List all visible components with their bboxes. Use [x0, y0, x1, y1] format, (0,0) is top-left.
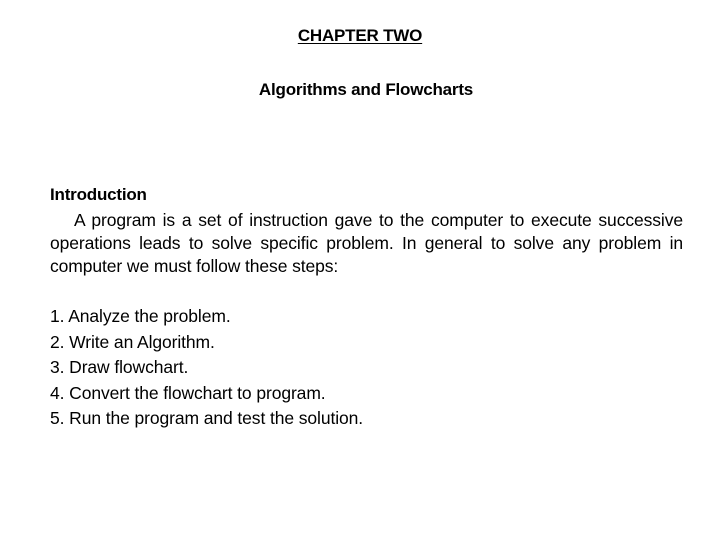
chapter-subtitle: Algorithms and Flowcharts [258, 80, 474, 99]
slide-content [50, 183, 683, 432]
intro-paragraph: A program is a set of instruction gave to the computer to execute successive operations leads to solve specific problem. In general to solve any problem in computer we must follow these steps: [50, 210, 683, 276]
list-item-step-1: 1. Analyze the problem. [50, 306, 231, 326]
list-item-step-2: 2. Write an Algorithm. [50, 331, 215, 352]
chapter-title: CHAPTER TWO [297, 26, 423, 45]
section-heading-introduction: Introduction [50, 185, 147, 204]
list-item-step-4: 4. Convert the flowchart to program. [50, 382, 326, 403]
list-item-step-5: 5. Run the program and test the solution. [50, 408, 364, 428]
steps-list [50, 304, 683, 432]
list-item-step-3: 3. Draw flowchart. [50, 357, 189, 377]
